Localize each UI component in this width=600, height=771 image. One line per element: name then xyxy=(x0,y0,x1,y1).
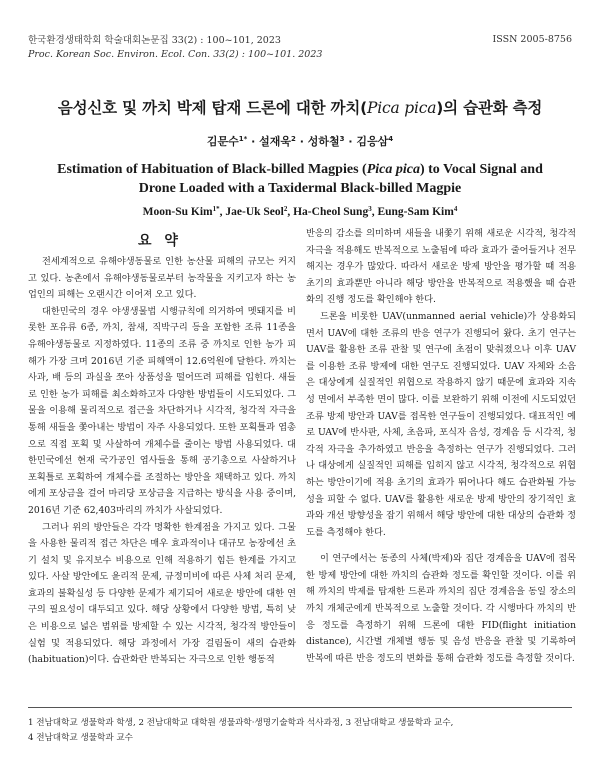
english-title-before: Estimation of Habituation of Black-billed Magpies ( xyxy=(57,162,367,177)
footnote-divider xyxy=(28,707,572,708)
author-en-3: Ha-Cheol Sung xyxy=(293,206,369,218)
author-kr-2: 설재욱 xyxy=(259,135,292,148)
korean-title-before: 음성신호 및 까치 박제 탑재 드론에 대한 까치( xyxy=(57,99,367,117)
abstract-heading: 요 약 xyxy=(138,233,182,249)
author-kr-3: 성하철 xyxy=(307,135,340,148)
abstract-paragraph: 전세계적으로 유해야생동물로 인한 농산물 피해의 규모는 커지고 있다. 농촌에서 유해야생동물로부터 농작물을 지키고자 하는 농업인의 피해는 오랜시간 이어져 오고 있다. xyxy=(28,256,296,301)
abstract-paragraph: 이 연구에서는 동종의 사체(박제)와 집단 경계음을 UAV에 접목한 방제 방안에 대한 까치의 습관화 정도를 확인할 것이다. 이를 위해 까치의 박제를 탑재한 드론과 까치의 집단 경계음을 동일 장소의 까치 개체군에게 반복적으로 노출할 것이다. 각 시행마다 까치의 반응 정도를 측정하기 위해 드론에 대한 FID(flight initiation distance), 시간별 개체별 행동 및 음성 반응을 관찰 및 기록하여 반복에 따른 반응 정도의 변화를 통해 습관화 정도를 측정할 것이다. xyxy=(306,553,576,664)
author-en-4: Eung-Sam Kim xyxy=(377,206,454,218)
author-separator: , xyxy=(287,206,294,218)
author-en-2-affil: 2 xyxy=(283,205,288,213)
author-kr-1-affil: 1* xyxy=(238,135,248,143)
english-authors xyxy=(0,206,600,218)
author-en-1-affil: 1* xyxy=(212,205,220,213)
journal-header xyxy=(28,34,322,62)
author-en-4-affil: 4 xyxy=(453,205,458,213)
abstract-paragraph: 그러나 위의 방안들은 각각 명확한 한계점을 가지고 있다. 그물을 사용한 물리적 접근 차단은 매우 효과적이나 대규모 농장에선 초기 설치 및 유지보수 비용으로 인해 적용하기 힘든 한계를 가지고 있다. 사살 방안에도 윤리적 문제, 규정미비에 따른 사체 처리 문제, 효과의 불확실성 등 다양한 문제가 제기되어 새로운 방안에 대한 연구의 필요성이 대두되고 있다. 해당 상황에서 다양한 방법, 특히 낮은 비용으로 넓은 범위를 방제할 수 있는 시각적, 청각적 방안들이 실험 및 적용되었다. 해당 과정에서 가장 걸림돌이 새의 습관화(habituation)이다. 습관화란 반복되는 자극으로 인한 행동적 xyxy=(28,521,296,666)
journal-citation-korean: 한국환경생태학회 학술대회논문집 33(2) : 100~101, 2023 xyxy=(28,35,281,46)
author-en-2: Jae-Uk Seol xyxy=(225,206,284,218)
footnote-affiliations-cont: 4 전남대학교 생물학과 교수 xyxy=(28,733,133,743)
author-en-1: Moon-Su Kim xyxy=(142,206,213,218)
korean-authors xyxy=(0,133,600,149)
english-title-after: ) to Vocal Signal and Drone Loaded with a Taxidermal Black-billed Magpie xyxy=(138,162,543,196)
journal-citation-english: Proc. Korean Soc. Environ. Ecol. Con. 33(2) : 100~101. 2023 xyxy=(28,49,323,60)
abstract-paragraph: 반응의 감소를 의미하며 새들을 내쫓기 위해 새로운 시각적, 청각적 자극을 적용해도 반복적으로 노출됨에 따라 효과가 줄어들거나 전무해지는 경우가 많았다. 따라서 새로운 방제 방안을 평가할 때 적용 초기의 효과뿐만 아니라 해당 방안을 반복적으로 적용했을 때 습관화의 진행 정도를 확인해야 한다. xyxy=(306,228,576,306)
korean-title xyxy=(0,96,600,118)
author-kr-4: 김응삼 xyxy=(356,135,389,148)
english-title-species: Pica pica xyxy=(366,162,420,177)
author-kr-2-affil: 2 xyxy=(291,135,296,143)
korean-title-after: )의 습관화 측정 xyxy=(436,99,543,117)
author-separator: · xyxy=(295,135,308,148)
author-separator: · xyxy=(247,135,260,148)
author-kr-1: 김문수 xyxy=(206,135,239,148)
author-separator: , xyxy=(219,206,226,218)
abstract-right-column xyxy=(306,226,576,667)
footnote-affiliations: 1 전남대학교 생물학과 학생, 2 전남대학교 대학원 생물과학·생명기술학과 석사과정, 3 전남대학교 생물학과 교수, xyxy=(28,718,454,728)
author-kr-4-affil: 4 xyxy=(388,135,394,143)
abstract-paragraph: 대한민국의 경우 야생생물법 시행규칙에 의거하여 멧돼지를 비롯한 포유류 6종, 까치, 참새, 직박구리 등을 포함한 조류 11종을 유해야생동물로 지정하였다. 11종의 조류 중 까치로 인한 농가 피해가 가장 크며 2016년 기준 피해액이 12.6억원에 달한다. 까치는 사과, 배 등의 과실을 쪼아 상품성을 떨어뜨려 피해를 입힌다. 새들로 인한 농가 피해를 최소화하고자 다양한 방법들이 시도되었다. 그물을 이용해 물리적으로 접근을 차단하거나 시각적, 청각적 자극을 통해 새들을 쫓아내는 방법이 자주 사용되었다. 또한 포획틀과 엽총으로 직접 포획 및 사살하여 개체수를 줄이는 방법 사용되었다. 대한민국에선 현재 국가공인 엽사들을 통해 공기총으로 사살하거나 포획틀로 포획하여 개체수를 조절하는 방안을 채택하고 있다. 까치에게 포상금을 걸어 마리당 포상금을 지급하는 방식을 사용 중이며, 2016년 기준 62,403마리의 까치가 사살되었다. xyxy=(28,305,296,516)
issn: ISSN 2005-8756 xyxy=(492,34,572,45)
abstract-paragraph: 드론을 비롯한 UAV(unmanned aerial vehicle)가 상용화되면서 UAV에 대한 조류의 반응 연구가 진행되어 왔다. 초기 연구는 UAV를 활용한 조류 관찰 및 연구에 초점이 맞춰졌으나 이후 UAV를 이용한 조류 방제에 대한 연구도 진행되었다. UAV 자체와 소음은 대상에게 실질적인 위협으로 작용하지 않기 때문에 효과와 지속성 면에서 부족한 면이 많다. 이를 보완하기 위해 이전에 시도되었던 조류 방제 방안과 UAV를 접목한 연구들이 진행되었다. 대표적인 예로 UAV에 반사판, 사체, 초음파, 포식자 음성, 경계음 등 시각적, 청각적 자극을 추가하였고 반응을 측정하는 연구가 진행되었다. 그러나 대상에게 실질적인 피해를 입히지 않고 시각적, 청각적으로 위협하는 방안이기에 적용 초기의 효과가 뛰어나다 해도 습관화될 가능성을 피할 수 없다. UAV를 활용한 새로운 방제 방안의 장기적인 효과와 개선 방향성을 잡기 위해서 해당 방안에 대한 대상의 습관화 정도를 측정해야 한다. xyxy=(306,310,576,538)
author-kr-3-affil: 3 xyxy=(339,135,345,143)
author-separator: , xyxy=(371,206,378,218)
author-en-3-affil: 3 xyxy=(368,205,372,213)
author-separator: · xyxy=(344,135,357,148)
korean-title-species: Pica pica xyxy=(367,99,437,117)
abstract-left-column xyxy=(28,254,296,669)
english-title xyxy=(40,160,560,198)
